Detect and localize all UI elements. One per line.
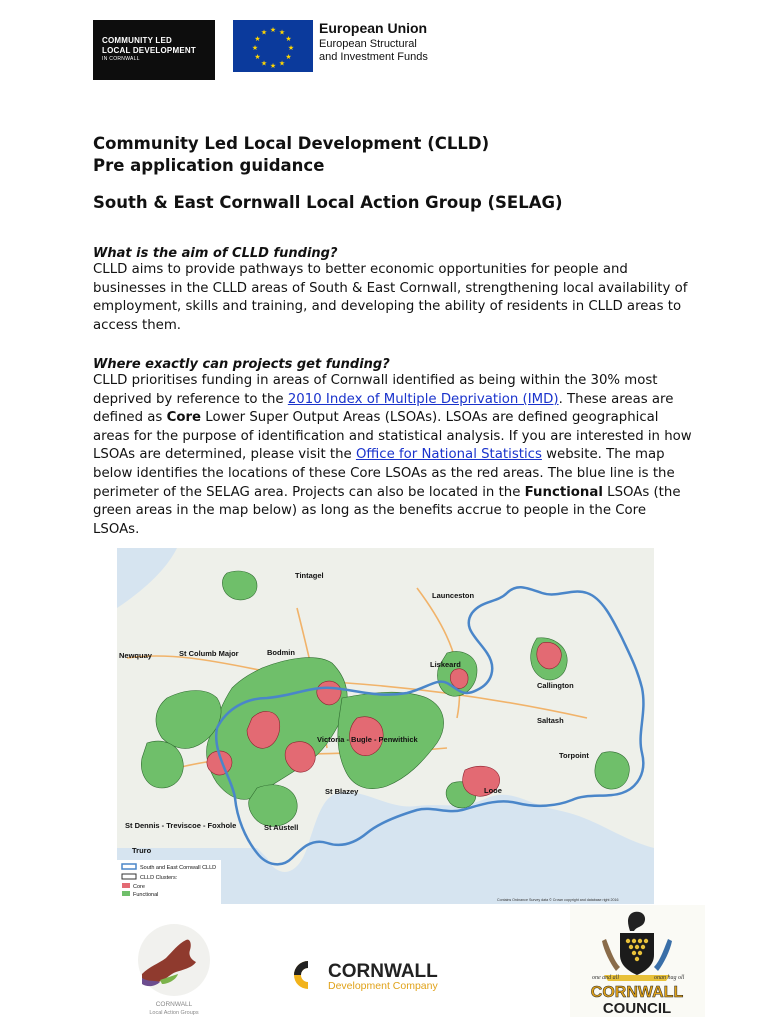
body-text-4: website. The map below identifies the locations of these Core LSOAs as the red areas. The blue line is the perimeter of the SELAG area. Projects can also be located in the — [93, 447, 675, 500]
clld-logo-line1: COMMUNITY LED — [102, 36, 173, 45]
document-subtitle: South & East Cornwall Local Action Group (SELAG) — [93, 193, 563, 212]
map-label-torpoint: Torpoint — [559, 751, 589, 760]
cornwall-lag-logo — [122, 922, 222, 1018]
map-image — [117, 548, 654, 904]
lag-line1: CORNWALL — [155, 1001, 193, 1008]
body-text-1: CLLD prioritises funding in areas of Cornwall identified as being within the 30% most deprived by reference to the — [93, 373, 658, 407]
document-title — [93, 133, 489, 177]
cc-motto-right: onan hag oll — [654, 975, 685, 981]
map-legend — [117, 860, 221, 904]
section-aim-body: CLLD aims to provide pathways to better economic opportunities for people and businesses in the CLLD areas of South & East Cornwall, strengthening local availability of employment, skills and training, and developing the ability of residents in CLLD areas to access them. — [93, 262, 688, 333]
cdc-line2: Development Company — [328, 980, 438, 992]
eu-line2: European Structural — [319, 38, 417, 50]
map-label-bodmin: Bodmin — [267, 648, 295, 657]
cornwall-council-crest-icon — [570, 905, 705, 1017]
svg-text:★: ★ — [254, 35, 261, 43]
section-where-body — [93, 372, 693, 539]
eu-title: European Union — [319, 20, 428, 36]
legend-clusters: CLLD Clusters: — [140, 875, 178, 881]
eu-flag — [233, 20, 313, 72]
clld-logo-line2: LOCAL DEVELOPMENT — [102, 46, 196, 55]
section-aim-question: What is the aim of CLLD funding? — [93, 246, 338, 261]
cc-motto-left: one and all — [592, 975, 619, 981]
svg-text:★: ★ — [260, 59, 268, 68]
clld-logo-line3: IN CORNWALL — [102, 56, 140, 62]
core-bold: Core — [166, 410, 202, 426]
ons-link[interactable]: Office for National Statistics — [355, 447, 542, 463]
svg-text:★: ★ — [254, 53, 261, 61]
cornwall-council-logo — [570, 905, 705, 1017]
svg-text:★: ★ — [269, 62, 277, 70]
functional-bold: Functional — [524, 484, 603, 500]
body-text-3: Lower Super Output Areas (LSOAs). LSOAs are defined geographical areas for the purpose of identification and statistical analysis. If you are interested in how LSOAs are determined, please visit the — [93, 410, 692, 463]
cc-line1: CORNWALL — [590, 984, 684, 1001]
map-label-looe: Looe — [484, 786, 502, 795]
cdc-logo-icon — [286, 955, 470, 995]
map-label-st-austell: St Austell — [264, 823, 299, 832]
map-label-newquay: Newquay — [119, 651, 152, 660]
svg-text:★: ★ — [278, 28, 286, 37]
cc-line2: COUNCIL — [602, 1000, 672, 1017]
map-label-saltash: Saltash — [537, 716, 564, 725]
svg-text:★: ★ — [285, 53, 292, 61]
legend-boundary: South and East Cornwall CLLD — [140, 865, 217, 871]
cornwall-development-company-logo — [286, 955, 470, 995]
clld-logo — [93, 20, 215, 80]
svg-text:★: ★ — [287, 44, 295, 52]
svg-text:★: ★ — [285, 35, 292, 43]
lag-line2: Local Action Groups — [149, 1010, 199, 1016]
selag-map — [117, 548, 654, 904]
section-where — [93, 357, 693, 539]
map-label-truro: Truro — [132, 846, 152, 855]
eu-line3: and Investment Funds — [319, 51, 428, 63]
map-label-callington: Callington — [537, 681, 574, 690]
title-line2: Pre application guidance — [93, 156, 325, 175]
eu-funds-label — [319, 20, 428, 64]
svg-text:★: ★ — [251, 44, 259, 52]
map-label-victoria: Victoria - Bugle - Penwithick — [317, 735, 418, 744]
map-copyright: Contains Ordnance Survey data © Crown copyright and database right 2016 — [497, 898, 619, 902]
svg-text:★: ★ — [278, 59, 286, 68]
legend-functional: Functional — [133, 892, 159, 898]
section-where-question: Where exactly can projects get funding? — [93, 357, 390, 372]
map-label-st-dennis: St Dennis - Treviscoe - Foxhole — [125, 821, 237, 830]
svg-text:★: ★ — [269, 26, 277, 34]
body-text-5: LSOAs (the green areas in the map below) as long as the benefits accrue to people in the Core LSOAs. — [93, 484, 681, 537]
cornwall-map-icon — [122, 922, 222, 1018]
map-label-st-columb-major: St Columb Major — [179, 649, 239, 658]
title-line1: Community Led Local Development (CLLD) — [93, 134, 490, 153]
svg-text:★: ★ — [260, 28, 268, 37]
map-label-liskeard: Liskeard — [430, 660, 461, 669]
map-label-launceston: Launceston — [432, 591, 475, 600]
map-label-tintagel: Tintagel — [295, 571, 324, 580]
imd-link[interactable]: 2010 Index of Multiple Deprivation (IMD) — [287, 391, 559, 407]
section-aim — [93, 246, 693, 335]
body-text-2: . These areas are defined as — [93, 391, 674, 426]
cdc-line1: CORNWALL — [328, 961, 438, 982]
map-label-st-blazey: St Blazey — [325, 787, 359, 796]
eu-stars-icon — [233, 20, 313, 72]
legend-core: Core — [133, 884, 145, 890]
